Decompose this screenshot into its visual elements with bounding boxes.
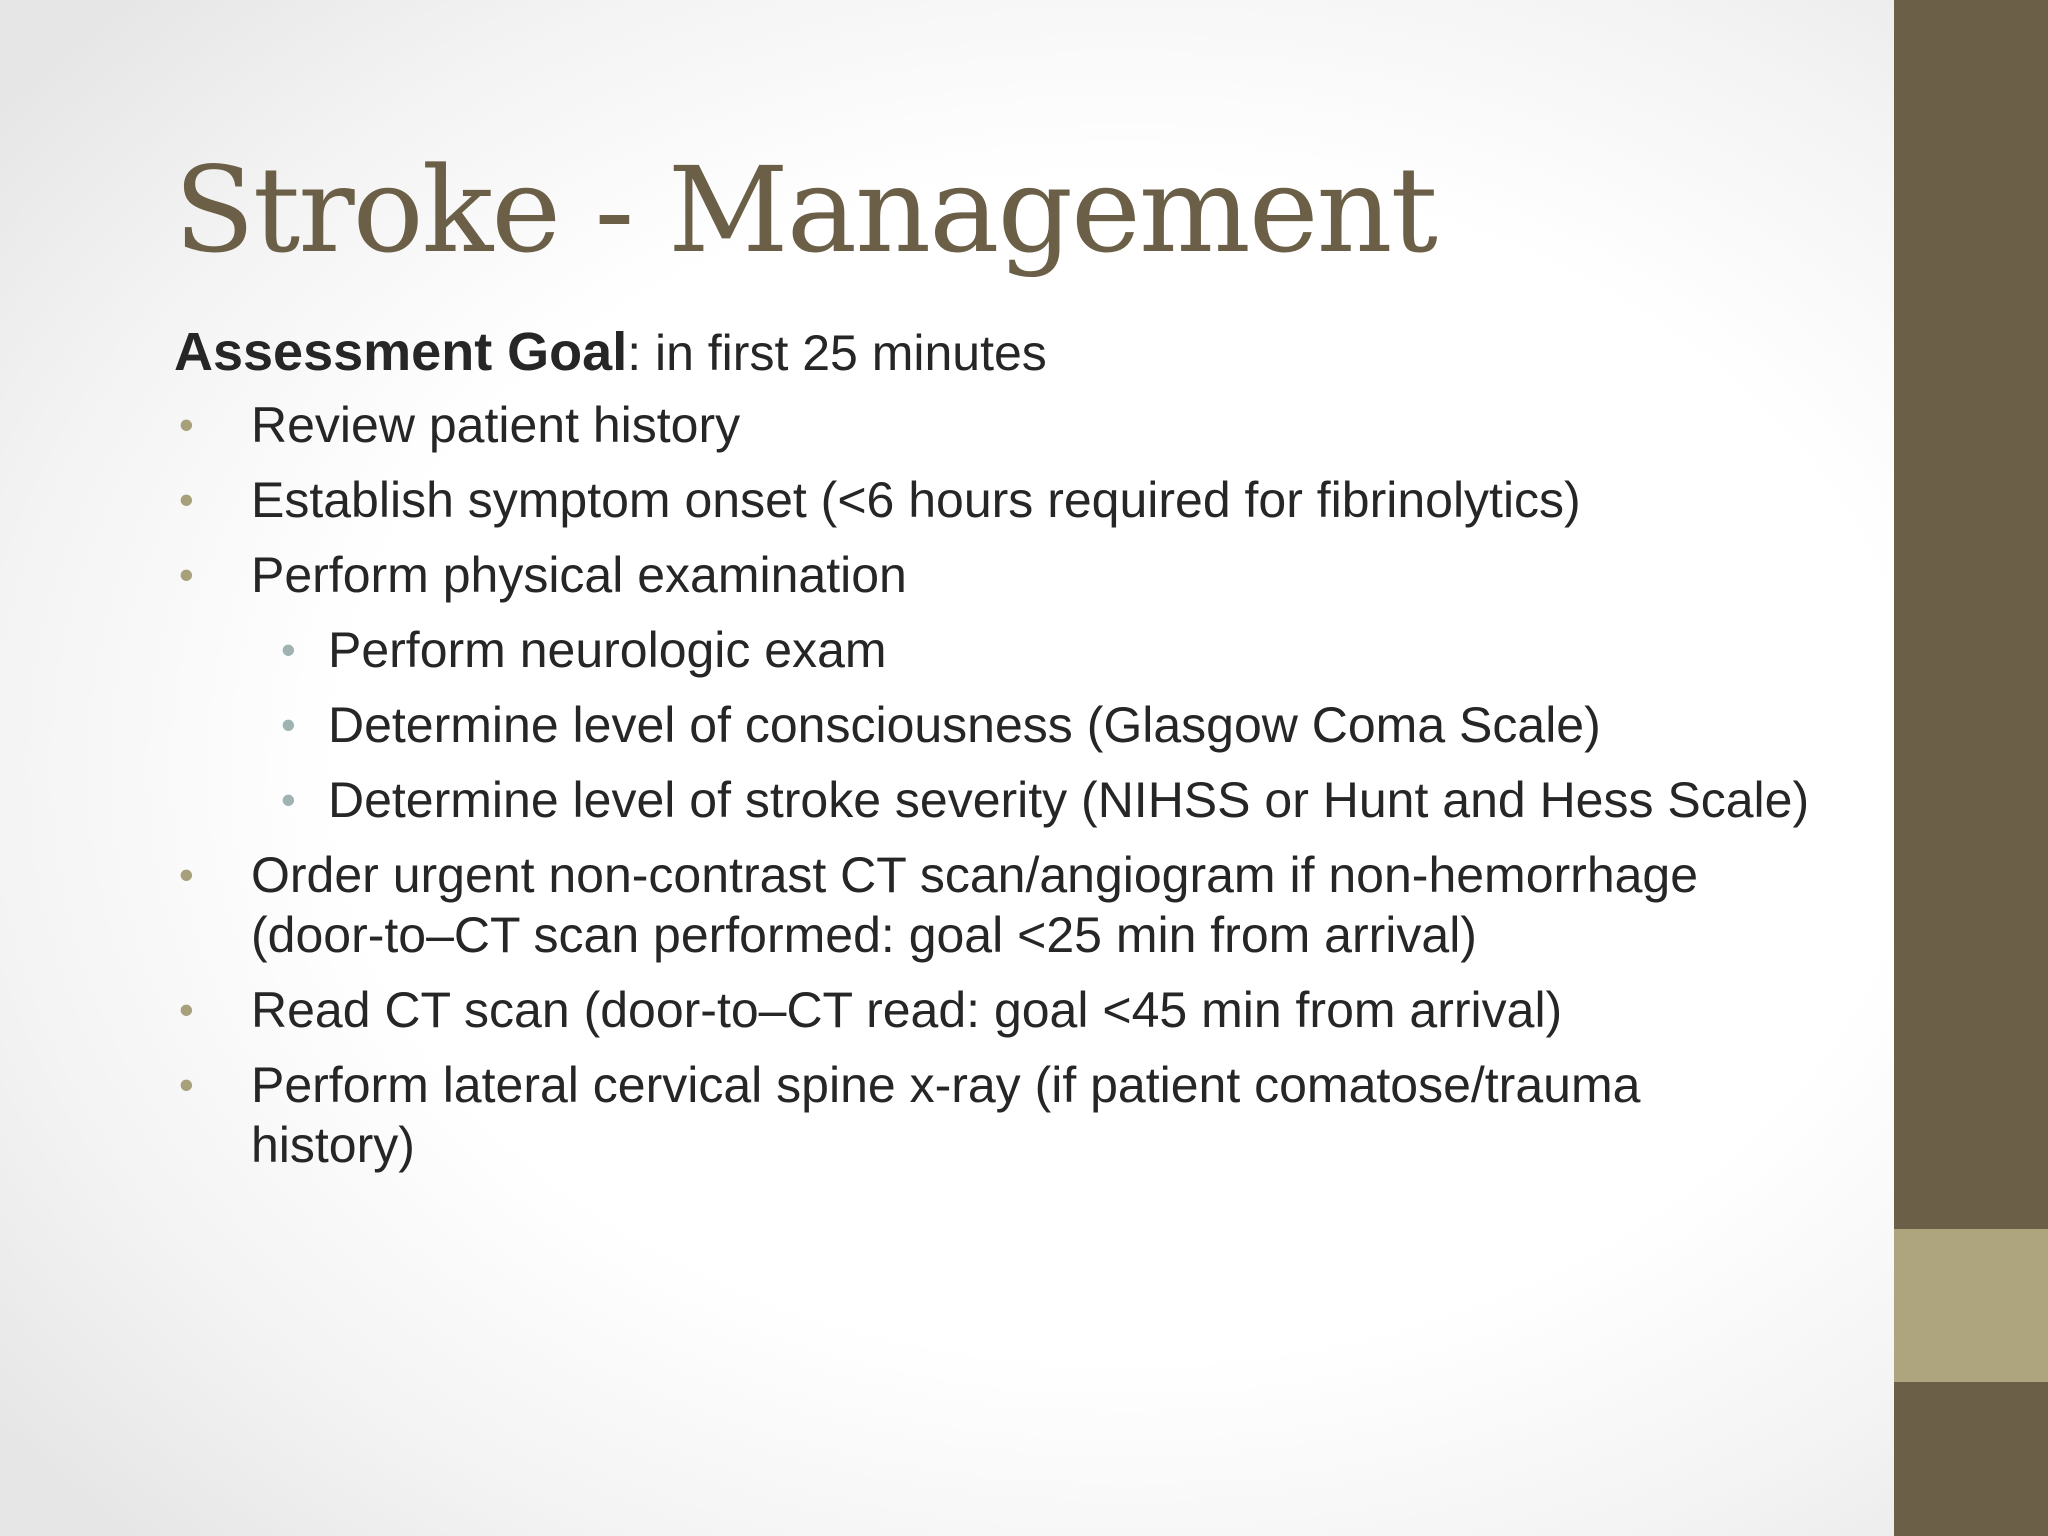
assessment-goal-detail: : in first 25 minutes — [627, 325, 1047, 381]
list-item-text: Read CT scan (door-to–CT read: goal <45 min from arrival) — [251, 982, 1563, 1038]
list-item — [174, 545, 1874, 830]
list-item-text: Perform physical examination — [251, 547, 907, 603]
sub-bullet-icon: • — [281, 626, 296, 673]
sub-list-item-text: Determine level of stroke severity (NIHSS or Hunt and Hess Scale) — [328, 772, 1810, 828]
sub-list-item — [251, 620, 1874, 680]
list-item — [174, 395, 1874, 455]
list-item-text: Perform lateral cervical spine x-ray (if patient comatose/trauma history) — [251, 1057, 1641, 1173]
sidebar-accent-block — [1894, 1229, 2048, 1382]
slide-title: Stroke - Management — [174, 141, 1436, 279]
sub-list-item — [251, 770, 1874, 830]
sub-list-item-text: Perform neurologic exam — [328, 622, 887, 678]
list-item — [174, 980, 1874, 1040]
list-item-text: Order urgent non-contrast CT scan/angiogram if non-hemorrhage (door-to–CT scan performed: goal <25 min from arrival) — [251, 847, 1699, 963]
sub-list-item-text: Determine level of consciousness (Glasgow Coma Scale) — [328, 697, 1601, 753]
bullet-icon: • — [179, 1061, 194, 1108]
assessment-goal-label: Assessment Goal — [174, 322, 628, 382]
list-item — [174, 1055, 1811, 1175]
list-item-text: Review patient history — [251, 397, 741, 453]
bullet-icon: • — [179, 551, 194, 598]
sub-bullet-list — [251, 620, 1874, 830]
bullet-icon: • — [179, 476, 194, 523]
slide-content — [174, 318, 1874, 1190]
bullet-icon: • — [179, 986, 194, 1033]
bullet-icon: • — [179, 401, 194, 448]
bullet-list — [174, 395, 1874, 1175]
sub-list-item — [251, 695, 1874, 755]
bullet-icon: • — [179, 851, 194, 898]
list-item-text: Establish symptom onset (<6 hours required for fibrinolytics) — [251, 472, 1581, 528]
assessment-goal-heading — [174, 318, 1874, 387]
decorative-sidebar — [1894, 0, 2048, 1536]
sub-bullet-icon: • — [281, 701, 296, 748]
sub-bullet-icon: • — [281, 776, 296, 823]
list-item — [174, 845, 1811, 965]
list-item — [174, 470, 1874, 530]
